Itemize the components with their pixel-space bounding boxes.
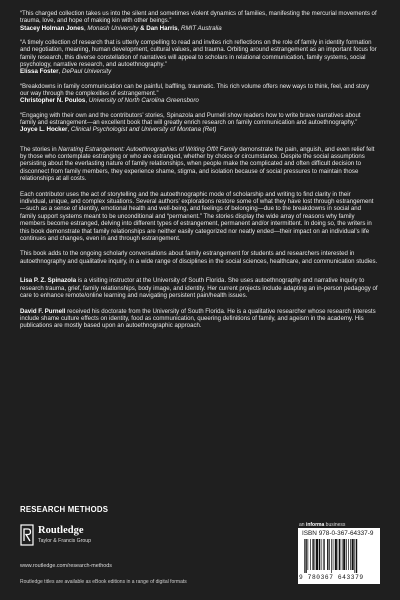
barcode-bar bbox=[310, 539, 311, 570]
author-bio-text: is a visiting instructor at the University of South Florida. She uses autoethnography and narrative inquiry to research trauma, grief, family relationships, body image, and identity. Her current projects include adapting an in-person pedagogy of care to enhance remote/online learning and navigating persistent pain/health issues. bbox=[20, 277, 378, 300]
barcode-icon bbox=[302, 539, 376, 573]
endorsement-quote bbox=[20, 112, 378, 134]
quote-text: “A timely collection of research that is utterly compelling to read and invites rich reflections on the role of family in identity formation and negotiation, meaning, human development, cultural values, and trauma. Orbiting around estrangement as an important focus for family research, this diverse constellation of narratives will appeal to scholars in relational communication, family systems, social psychology, narrative research, and autoethnography.” bbox=[20, 39, 377, 68]
endorser-affiliation: DePaul University bbox=[61, 68, 112, 76]
barcode-digits: 9 780367 643379 bbox=[299, 574, 364, 581]
endorser-name: Joyce L. Hocker bbox=[20, 126, 68, 134]
publisher-name: Routledge bbox=[38, 525, 84, 536]
quote-attribution: Elissa Foster, DePaul University bbox=[20, 68, 112, 76]
barcode-bar bbox=[312, 539, 313, 570]
endorsement-quote bbox=[20, 83, 378, 105]
endorsement-quote bbox=[20, 39, 378, 76]
endorsement-quote bbox=[20, 10, 378, 32]
quote-attribution: Joyce L. Hocker, Clinical Psychologist and University of Montana (Ret) bbox=[20, 126, 217, 134]
barcode-bar bbox=[321, 539, 322, 570]
quote-text: “Breakdowns in family communication can be painful, baffling, traumatic. This rich volume offers new ways to think, feel, and story our way through the complexities of estrangement.” bbox=[20, 82, 370, 97]
endorser-affiliation: RMIT Australia bbox=[181, 24, 222, 32]
barcode-bar bbox=[339, 539, 340, 570]
description-rest: demonstrate the pain, anguish, and even relief felt by those who contemplate estranging or who are estranged, whether by choice or circumstance. Despite the social assumptions persisting about the everlasting nature of family relationships, when people make the complicated and often difficult decision to disconnect from family members, they experience shame, stigma, and isolation because of social pressures to maintain those relationships at all costs. bbox=[20, 145, 375, 183]
barcode-bar bbox=[335, 539, 337, 570]
back-cover-content bbox=[20, 10, 378, 338]
quote-text: “Engaging with their own and the contributors’ stories, Spinazola and Purnell show readers how to write brave narratives about family and estrangement—an excellent book that will greatly enrich research on family communication and autoethnography.” bbox=[20, 111, 361, 126]
barcode-bar bbox=[329, 539, 330, 570]
barcode-bar bbox=[323, 539, 324, 570]
routledge-logo-icon bbox=[20, 524, 34, 546]
barcode-bar bbox=[350, 539, 351, 570]
description-intro: The stories in bbox=[20, 145, 59, 153]
quote-text: “This charged collection takes us into the silent and sometimes violent dynamics of families, manifesting the mercurial movements of trauma, love, and hope of making kin with other beings.” bbox=[20, 10, 377, 25]
endorser-name: Stacey Holman Jones bbox=[20, 24, 84, 32]
description-paragraph: This book adds to the ongoing scholarly conversations about family estrangement for students and researchers interested in autoethnography and qualitative inquiry, in a wide range of disciplines in the social sciences, healthcare, and communication studies. bbox=[20, 250, 378, 265]
publisher-group: Taylor & Francis Group bbox=[38, 538, 92, 544]
endorser-name: Dan Harris bbox=[146, 24, 178, 32]
ebook-note: Routledge titles are available as eBook editions in a range of digital formats bbox=[20, 579, 187, 585]
informa-tagline: an informa business bbox=[299, 522, 346, 528]
barcode-bar bbox=[352, 539, 354, 570]
barcode-bar bbox=[319, 539, 320, 570]
barcode-bar bbox=[315, 539, 316, 570]
barcode-bar bbox=[333, 539, 334, 570]
barcode-bar bbox=[338, 539, 339, 570]
book-title: Narrating Estrangement: Autoethnographies of Writing Off/t Family bbox=[58, 145, 238, 153]
author-name: Lisa P. Z. Spinazola bbox=[20, 277, 77, 285]
author-bio-text: received his doctorate from the University of South Florida. He is a qualitative researcher whose research interests include shame culture effects on identity, food as communication, queering definitions of family, and ageism in the academy. His publications are mostly based upon an autoethnographic approach. bbox=[20, 307, 376, 330]
endorser-affiliation: Monash University bbox=[87, 24, 139, 32]
endorser-name: Christopher N. Poulos bbox=[20, 97, 86, 105]
ampersand: & bbox=[140, 24, 145, 32]
barcode-bar bbox=[348, 539, 349, 570]
description-paragraph: Each contributor uses the act of storytelling and the autoethnographic mode of scholarship and writing to find clarity in their individual, unique, and complex situations. Several authors’ explorations restore some of what they have lost through estrangement—such as a sense of identity, emotional health and well-being, and feelings of belonging—due to the breakdowns in social and family support systems meant to be unconditional and “permanent.” The stories display the wide array of reasons why family members become estranged, delving into different types of estrangement, permanent and/or intermittent. In doing so, the writers in this book demonstrate that family relationships are neither easily categorized nor neatly ended—their impact on an individual’s life continues and changes, even in and through estrangement. bbox=[20, 190, 374, 243]
description-paragraph bbox=[20, 146, 378, 183]
author-bio bbox=[20, 308, 378, 330]
barcode-bar bbox=[343, 539, 345, 570]
barcode-bar bbox=[342, 539, 343, 570]
endorser-affiliation: Clinical Psychologist and University of Montana (Ret) bbox=[70, 126, 217, 134]
barcode-bar bbox=[354, 539, 355, 573]
isbn: ISBN 978-0-367-64337-9 bbox=[302, 530, 374, 537]
barcode-bar bbox=[304, 539, 305, 573]
barcode-bar bbox=[356, 539, 357, 573]
barcode-bar bbox=[305, 539, 306, 573]
endorser-name: Elissa Foster bbox=[20, 68, 59, 76]
barcode-bar bbox=[327, 539, 328, 570]
barcode-bar bbox=[316, 539, 318, 570]
endorser-affiliation: University of North Carolina Greensboro bbox=[88, 97, 199, 105]
barcode-bar bbox=[331, 539, 332, 573]
publisher-url: www.routledge.com/research-methods bbox=[20, 563, 112, 569]
quote-attribution: Christopher N. Poulos, University of North Carolina Greensboro bbox=[20, 97, 199, 105]
barcode-bar bbox=[308, 539, 309, 570]
author-bio bbox=[20, 277, 378, 299]
barcode-panel bbox=[298, 528, 380, 584]
quote-attribution: Stacey Holman Jones, Monash University & Dan Harris, RMIT Australia bbox=[20, 24, 222, 32]
barcode-bar bbox=[324, 539, 325, 570]
barcode-bar bbox=[346, 539, 347, 570]
author-name: David F. Purnell bbox=[20, 307, 66, 315]
publisher-logo bbox=[20, 524, 140, 554]
subject-category: RESEARCH METHODS bbox=[20, 505, 109, 514]
